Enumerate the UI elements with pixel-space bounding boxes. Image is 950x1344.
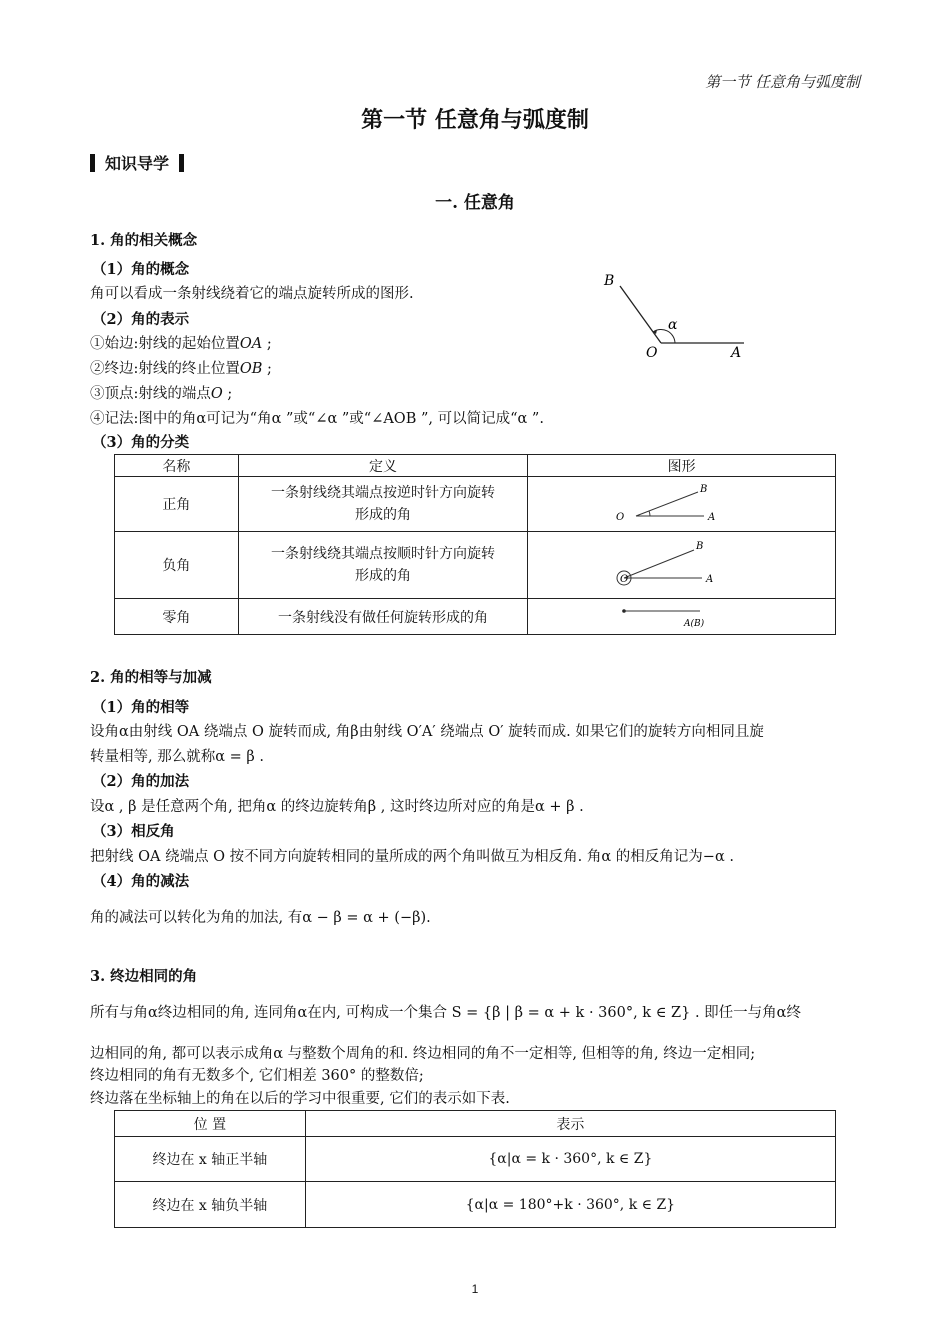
svg-text:B: B xyxy=(695,541,703,552)
page-title: 第一节 任意角与弧度制 xyxy=(361,107,589,133)
running-header: 第一节 任意角与弧度制 xyxy=(705,73,860,91)
row-figure xyxy=(528,532,836,599)
s3-p2: 边相同的角, 都可以表示成角α 与整数个周角的和. 终边相同的角不一定相等, 但相等的角, 终边一定相同; xyxy=(90,1046,756,1062)
svg-text:A: A xyxy=(707,512,715,523)
s1-p1: 角可以看成一条射线绕着它的端点旋转所成的图形. xyxy=(90,286,414,302)
row-position: 终边在 x 轴正半轴 xyxy=(115,1137,306,1182)
label-a: A xyxy=(731,345,742,361)
s2-p4: 角的减法可以转化为角的加法, 有α − β = α + (−β). xyxy=(90,910,431,926)
s2-p3: 把射线 OA 绕端点 O 按不同方向旋转相同的量所成的两个角叫做互为相反角. 角α 的相反角记为−α . xyxy=(90,849,734,865)
guide-label xyxy=(90,151,184,174)
s2-heading: 2. 角的相等与加减 xyxy=(90,669,212,686)
s1-item1: ①始边:射线的起始位置OA ; xyxy=(90,336,272,352)
row-definition: 一条射线绕其端点按逆时针方向旋转 形成的角 xyxy=(238,477,528,532)
row-figure xyxy=(528,599,836,635)
arc-icon xyxy=(649,511,650,516)
table-row xyxy=(115,477,836,532)
row-name: 正角 xyxy=(115,477,239,532)
header-position: 位 置 xyxy=(115,1111,306,1137)
section-heading: 一. 任意角 xyxy=(435,193,515,213)
s1-item2: ②终边:射线的终止位置OB ; xyxy=(90,361,272,377)
guide-label-text: 知识导学 xyxy=(105,154,170,173)
negative-angle-figure xyxy=(612,538,752,592)
row-definition: 一条射线绕其端点按顺时针方向旋转 形成的角 xyxy=(238,532,528,599)
row-definition: 一条射线没有做任何旋转形成的角 xyxy=(238,599,528,635)
label-alpha: α xyxy=(668,317,678,333)
row-expression: {α|α = k · 360°, k ∈ Z} xyxy=(305,1137,835,1182)
s2-p1b: 转量相等, 那么就称α = β . xyxy=(90,749,264,765)
s3-p3: 终边相同的角有无数多个, 它们相差 360° 的整数倍; xyxy=(90,1068,424,1084)
bar-left-icon xyxy=(90,154,95,172)
header-expression: 表示 xyxy=(305,1111,835,1137)
bar-right-icon xyxy=(179,154,184,172)
s3-heading: 3. 终边相同的角 xyxy=(90,968,198,985)
s1-sub3: （3）角的分类 xyxy=(92,434,190,451)
s2-sub4: （4）角的减法 xyxy=(92,873,190,890)
svg-text:A: A xyxy=(705,574,713,585)
row-expression: {α|α = 180°+k · 360°, k ∈ Z} xyxy=(305,1182,835,1228)
page-number: 1 xyxy=(471,1282,479,1296)
row-position: 终边在 x 轴负半轴 xyxy=(115,1182,306,1228)
table-header-row xyxy=(115,455,836,477)
s1-sub1: （1）角的概念 xyxy=(92,261,190,278)
s3-p1: 所有与角α终边相同的角, 连同角α在内, 可构成一个集合 S = {β | β = α + k · 360°, k ∈ Z} . 即任一与角α终 xyxy=(90,1005,801,1021)
header-name: 名称 xyxy=(115,455,239,477)
row-figure xyxy=(528,477,836,532)
label-b: B xyxy=(604,273,615,289)
s1-item4: ④记法:图中的角α可记为“角α ”或“∠α ”或“∠AOB ”, 可以简记成“α ”. xyxy=(90,411,544,427)
svg-text:O: O xyxy=(615,512,624,523)
s2-sub1: （1）角的相等 xyxy=(92,699,190,716)
label-o: O xyxy=(646,345,658,361)
svg-text:O: O xyxy=(619,574,628,585)
header-figure: 图形 xyxy=(528,455,836,477)
table-row xyxy=(115,532,836,599)
s1-item3: ③顶点:射线的端点O ; xyxy=(90,386,233,402)
s3-p4: 终边落在坐标轴上的角在以后的学习中很重要, 它们的表示如下表. xyxy=(90,1091,510,1107)
svg-text:B: B xyxy=(699,484,707,495)
ray-ob xyxy=(620,286,661,343)
s2-sub2: （2）角的加法 xyxy=(92,773,190,790)
header-definition: 定义 xyxy=(238,455,528,477)
angle-classification-table xyxy=(114,454,836,635)
table-row xyxy=(115,1137,836,1182)
s2-p2: 设α , β 是任意两个角, 把角α 的终边旋转角β , 这时终边所对应的角是α + β . xyxy=(90,799,584,815)
s1-sub2: （2）角的表示 xyxy=(92,311,190,328)
angle-figure xyxy=(598,268,758,363)
table-row xyxy=(115,1182,836,1228)
axis-angle-table xyxy=(114,1110,836,1228)
zero-angle-figure xyxy=(612,602,752,632)
s1-heading: 1. 角的相关概念 xyxy=(90,232,198,249)
svg-text:A(B): A(B) xyxy=(683,618,704,629)
row-name: 负角 xyxy=(115,532,239,599)
positive-angle-figure xyxy=(612,480,752,528)
table-header-row xyxy=(115,1111,836,1137)
row-name: 零角 xyxy=(115,599,239,635)
table-row xyxy=(115,599,836,635)
s2-sub3: （3）相反角 xyxy=(92,823,175,840)
s2-p1a: 设角α由射线 OA 绕端点 O 旋转而成, 角β由射线 O′A′ 绕端点 O′ 旋转而成. 如果它们的旋转方向相同且旋 xyxy=(90,724,764,740)
